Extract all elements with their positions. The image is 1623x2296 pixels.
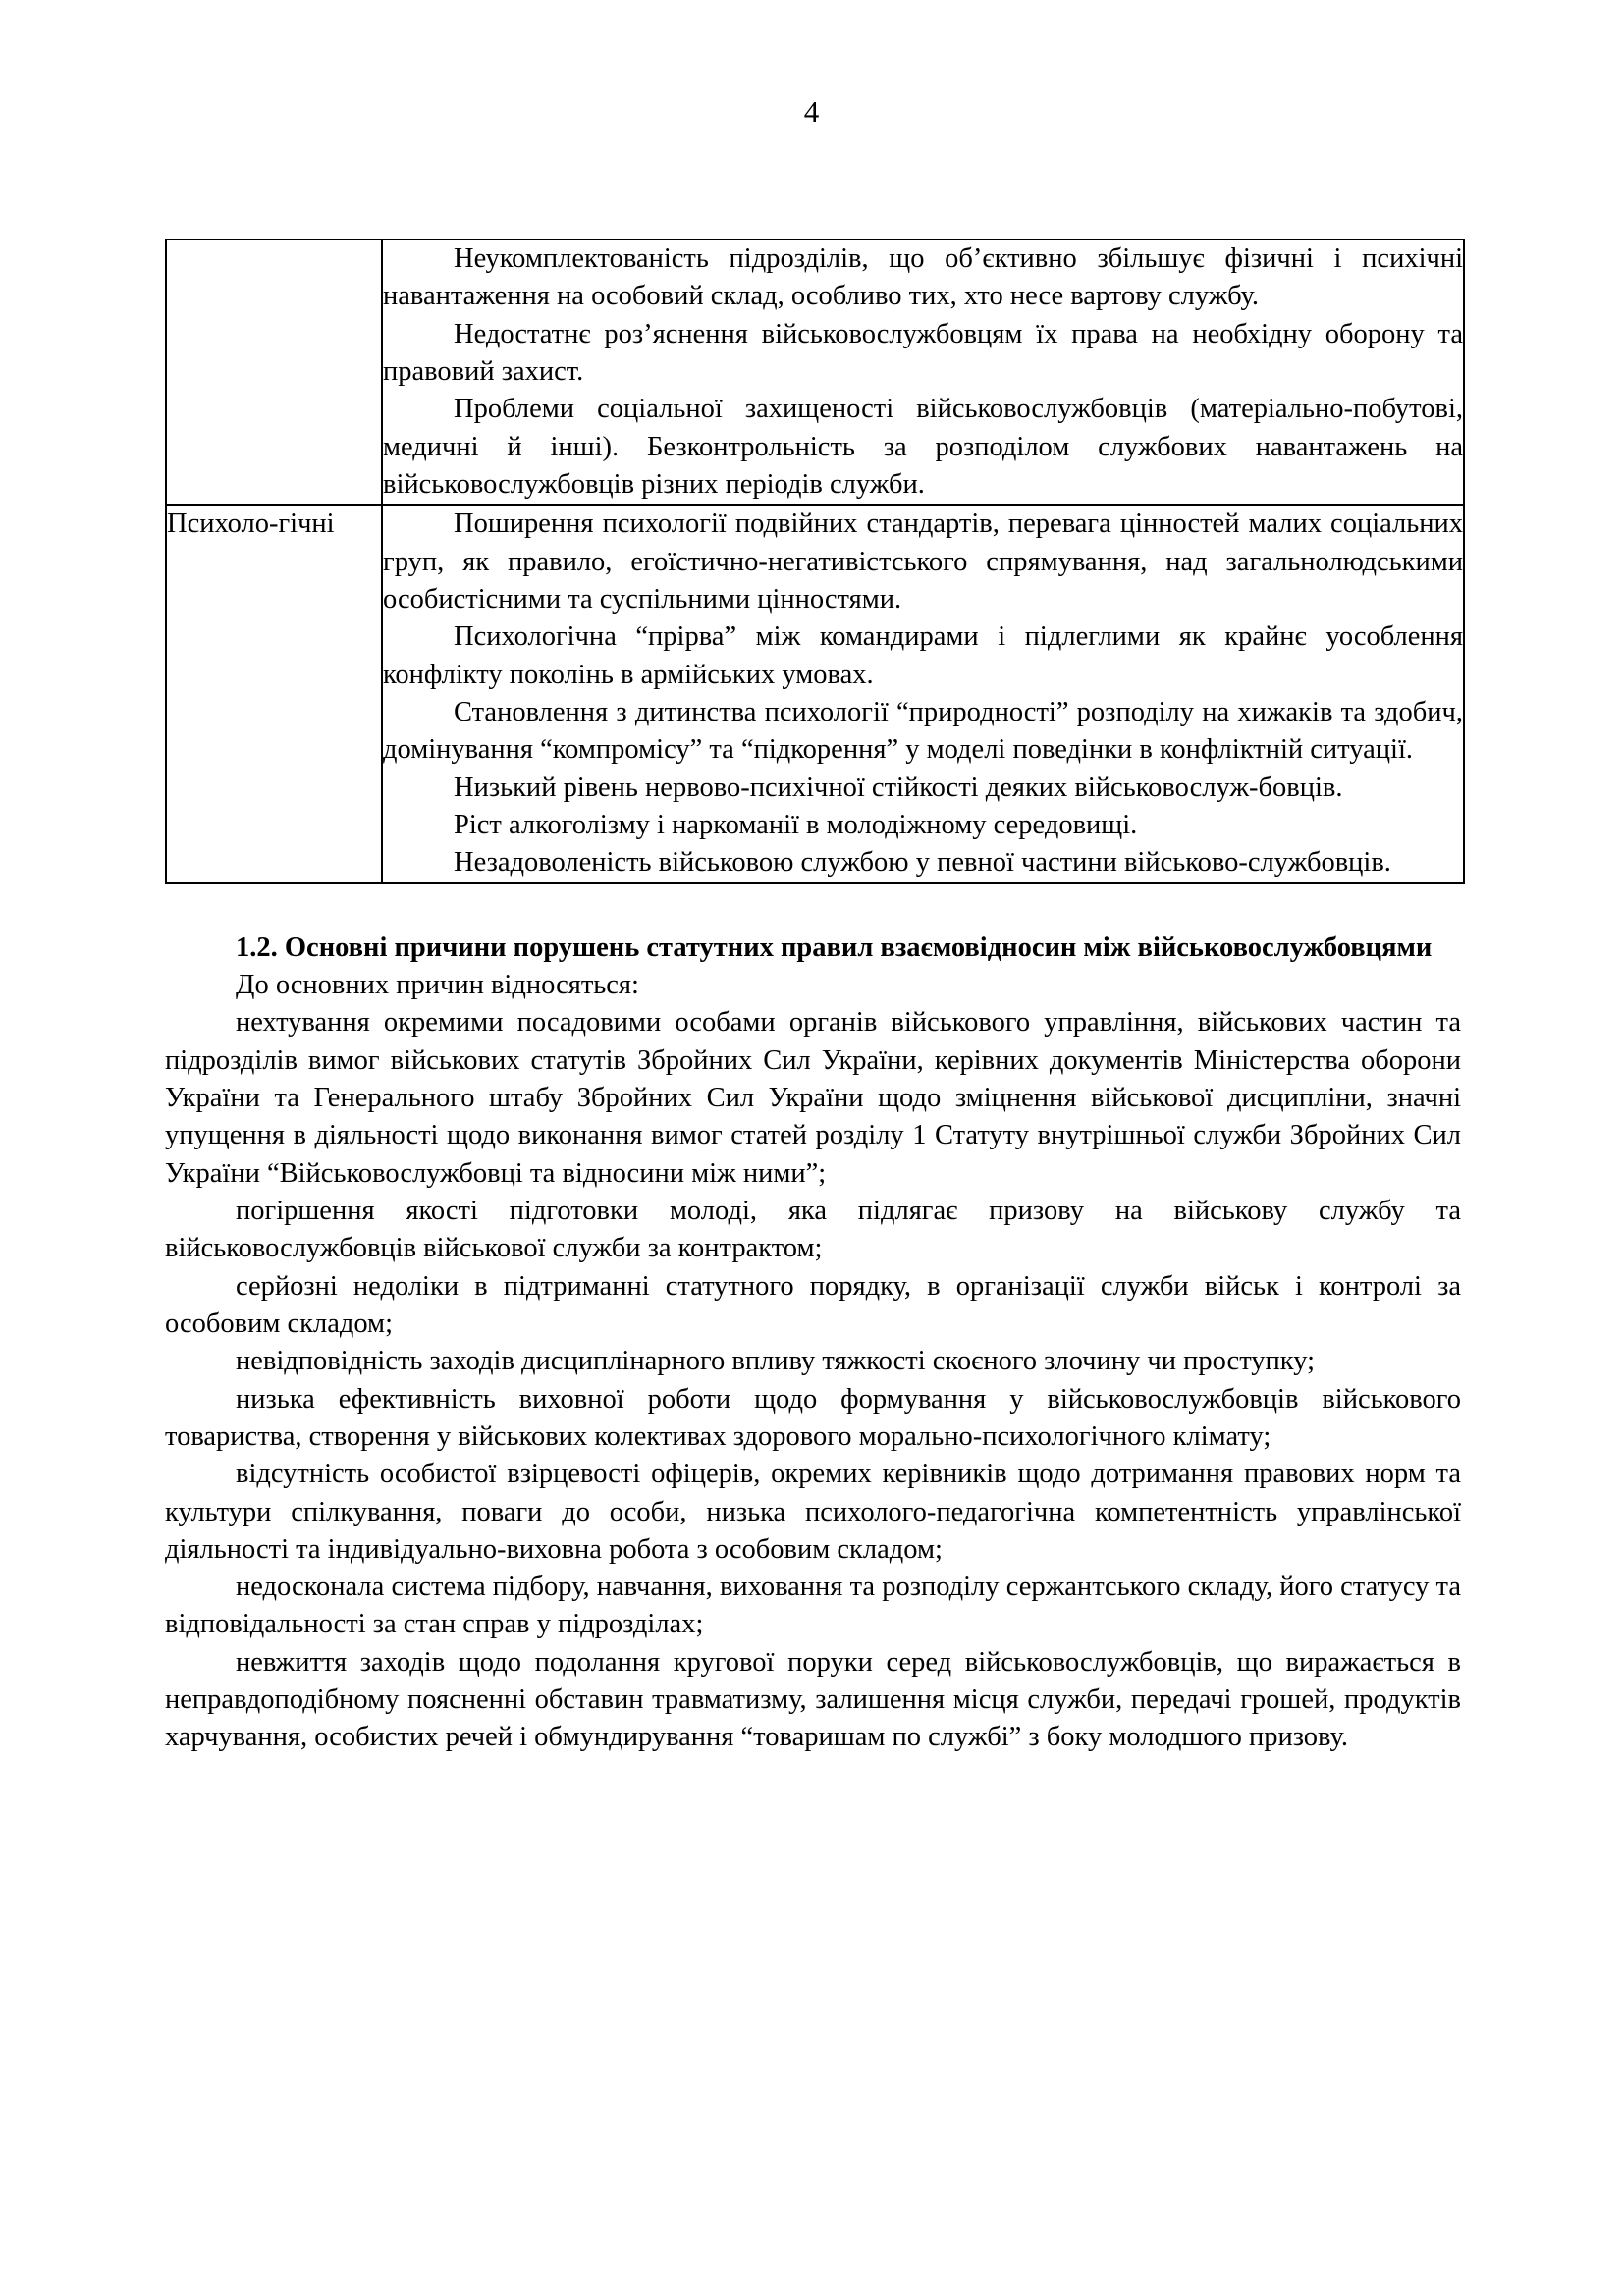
body-paragraph: низька ефективність виховної роботи щодо формування у військовослужбовців військового товариства, створення у військових колективах здорового морально-психологічного клімату; xyxy=(165,1383,1461,1452)
table-row xyxy=(166,505,1464,882)
table-cell-category xyxy=(166,505,382,882)
body-paragraph: погіршення якості підготовки молоді, яка підлягає призову на військову службу та військовослужбовців військової служби за контрактом; xyxy=(165,1195,1461,1264)
table-cell-category xyxy=(166,240,382,505)
body-paragraph: серйозні недоліки в підтриманні статутного порядку, в організації служби військ і контролі за особовим складом; xyxy=(165,1270,1461,1339)
body-paragraph: невідповідність заходів дисциплінарного впливу тяжкості скоєного злочину чи проступку; xyxy=(236,1346,1316,1377)
table-paragraph: Незадоволеність військовою службою у певної частини військово-службовців. xyxy=(454,847,1391,879)
table-row xyxy=(166,240,1464,505)
table-paragraph: Проблеми соціальної захищеності військовослужбовців (матеріально-побутові, медичні й інші). Безконтрольність за розподілом службових навантажень на військовослужбовців різних періодів служби. xyxy=(383,394,1463,500)
table-paragraph: Становлення з дитинства психології “природності” розподілу на хижаків та здобич, домінування “компромісу” та “підкорення” у моделі поведінки в конфліктній ситуації. xyxy=(383,696,1463,766)
table-paragraph: Неукомплектованість підрозділів, що об’єктивно збільшує фізичні і психічні навантаження на особовий склад, особливо тих, хто несе вартову службу. xyxy=(383,243,1463,312)
section-heading: 1.2. Основні причини порушень статутних правил взаємовідносин між військовослужбовцями xyxy=(236,932,1433,963)
table-paragraph: Низький рівень нервово-психічної стійкості деяких військовослуж-бовців. xyxy=(454,772,1343,803)
table-paragraph: Поширення психології подвійних стандартів, перевага цінностей малих соціальних груп, як правило, егоїстично-негативістського спрямування, над загальнолюдськими особистісними та суспільними цінностями. xyxy=(383,508,1463,614)
body-paragraph: нехтування окремими посадовими особами органів військового управління, військових частин та підрозділів вимог військових статутів Збройних Сил України, керівних документів Міністерства оборони України та Генерального штабу Збройних Сил України щодо зміцнення військової дисципліни, значні упущення в діяльності щодо виконання вимог статей розділу 1 Статуту внутрішньої служби Збройних Сил України “Військовослужбовці та відносини між ними”; xyxy=(165,1007,1461,1189)
body-paragraph: відсутність особистої взірцевості офіцерів, окремих керівників щодо дотримання правових норм та культури спілкування, поваги до особи, низька психолого-педагогічна компетентність управлінської діяльності та індивідуально-виховна робота з особовим складом; xyxy=(165,1459,1461,1565)
table-cell-body xyxy=(382,505,1464,882)
table-paragraph: Ріст алкоголізму і наркоманії в молодіжному середовищі. xyxy=(454,809,1138,840)
table-paragraph: Психологічна “прірва” між командирами і підлеглими як крайнє уособлення конфлікту поколінь в армійських умовах. xyxy=(383,621,1463,690)
body-paragraph: невжиття заходів щодо подолання кругової поруки серед військовослужбовців, що виражається в неправдоподібному поясненні обставин травматизму, залишення місця служби, передачі грошей, продуктів харчування, особистих речей і обмундирування “товаришам по службі” з боку молодшого призову. xyxy=(165,1646,1461,1753)
category-label: Психоло-гічні xyxy=(167,508,335,540)
page-number: 4 xyxy=(803,94,820,129)
section-intro: До основних причин відносяться: xyxy=(236,969,639,1000)
table-paragraph: Недостатнє роз’яснення військовослужбовцям їх права на необхідну оборону та правовий захист. xyxy=(383,318,1463,387)
body-paragraph: недосконала система підбору, навчання, виховання та розподілу сержантського складу, його статусу та відповідальності за стан справ у підрозділах; xyxy=(165,1572,1461,1640)
reasons-table xyxy=(165,239,1465,884)
page-content xyxy=(165,239,1461,1757)
table-cell-body xyxy=(382,240,1464,505)
